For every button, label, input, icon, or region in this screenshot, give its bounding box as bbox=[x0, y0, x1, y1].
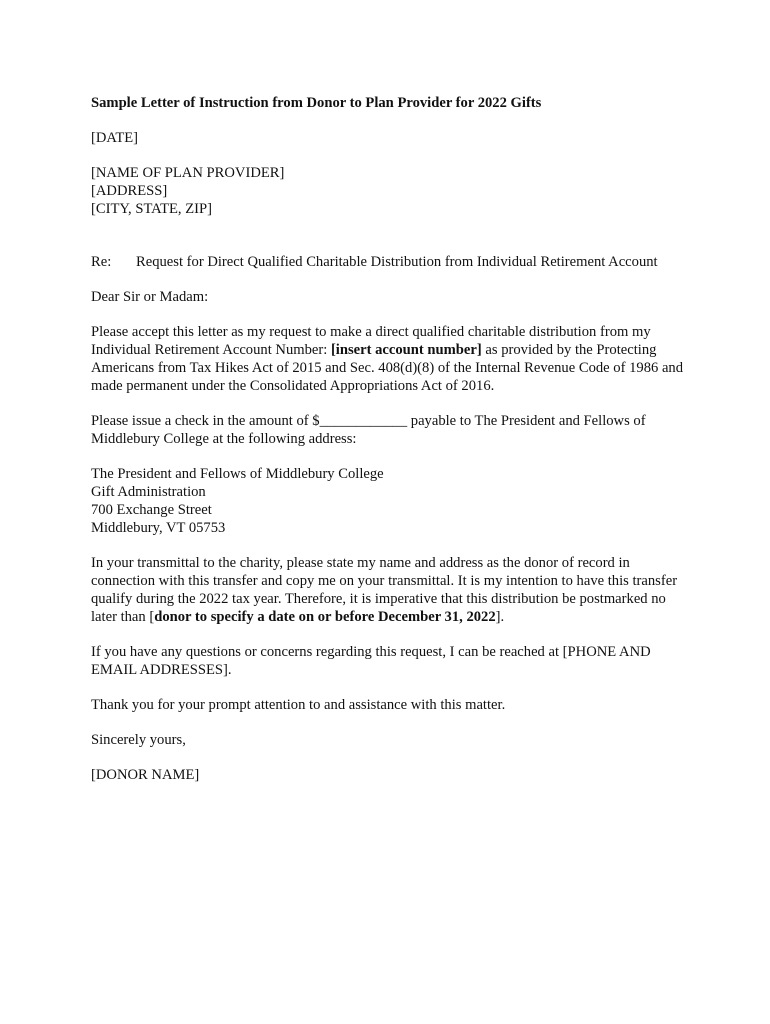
paragraph-request bbox=[91, 323, 691, 395]
payee-city-state-zip: Middlebury, VT 05753 bbox=[91, 520, 226, 536]
signature: [DONOR NAME] bbox=[91, 767, 200, 783]
recipient-block bbox=[91, 164, 691, 218]
paragraph-transmittal bbox=[91, 554, 691, 626]
paragraph-transmittal-start: In your transmittal to the charity, please state my name and address as the donor of record in connection with this transfer and copy me on your transmittal. It is my intention to have this transfer qualify during the 2022 tax year. Therefore, it is imperative that this distribution be postmarked no later than [ bbox=[91, 555, 678, 625]
recipient-city-state-zip: [CITY, STATE, ZIP] bbox=[91, 201, 212, 217]
paragraph-check: Please issue a check in the amount of $____________ payable to The President and Fellows of Middlebury College at the following address: bbox=[91, 413, 646, 447]
subject-text: Request for Direct Qualified Charitable Distribution from Individual Retirement Account bbox=[136, 254, 658, 270]
payee-street: 700 Exchange Street bbox=[91, 502, 212, 518]
spacer bbox=[91, 235, 691, 253]
payee-name: The President and Fellows of Middlebury College bbox=[91, 466, 384, 482]
paragraph-thanks: Thank you for your prompt attention to and assistance with this matter. bbox=[91, 697, 506, 713]
account-number-placeholder: [insert account number] bbox=[330, 342, 482, 358]
salutation: Dear Sir or Madam: bbox=[91, 289, 209, 305]
letter-date: [DATE] bbox=[91, 130, 139, 146]
recipient-address: [ADDRESS] bbox=[91, 183, 168, 199]
subject-label: Re: bbox=[91, 254, 112, 270]
paragraph-transmittal-end: ]. bbox=[495, 609, 505, 625]
closing: Sincerely yours, bbox=[91, 732, 186, 748]
recipient-name: [NAME OF PLAN PROVIDER] bbox=[91, 165, 285, 181]
paragraph-request-start: Please accept this letter as my request to make a direct qualified charitable distribution from my Individual Retirement Account Number: bbox=[91, 324, 651, 358]
letter-title: Sample Letter of Instruction from Donor to Plan Provider for 2022 Gifts bbox=[91, 95, 542, 111]
letter-body bbox=[91, 94, 691, 801]
paragraph-contact: If you have any questions or concerns regarding this request, I can be reached at [PHONE AND EMAIL ADDRESSES]. bbox=[91, 644, 651, 678]
payee-address-block bbox=[91, 465, 691, 537]
postmark-date-placeholder: donor to specify a date on or before December 31, 2022 bbox=[154, 609, 496, 625]
subject-line bbox=[91, 253, 691, 271]
paragraph-request-end: as provided by the Protecting Americans from Tax Hikes Act of 2015 and Sec. 408(d)(8) of the Internal Revenue Code of 1986 and made permanent under the Consolidated Appropriations Act of 2016. bbox=[91, 342, 684, 394]
payee-department: Gift Administration bbox=[91, 484, 206, 500]
